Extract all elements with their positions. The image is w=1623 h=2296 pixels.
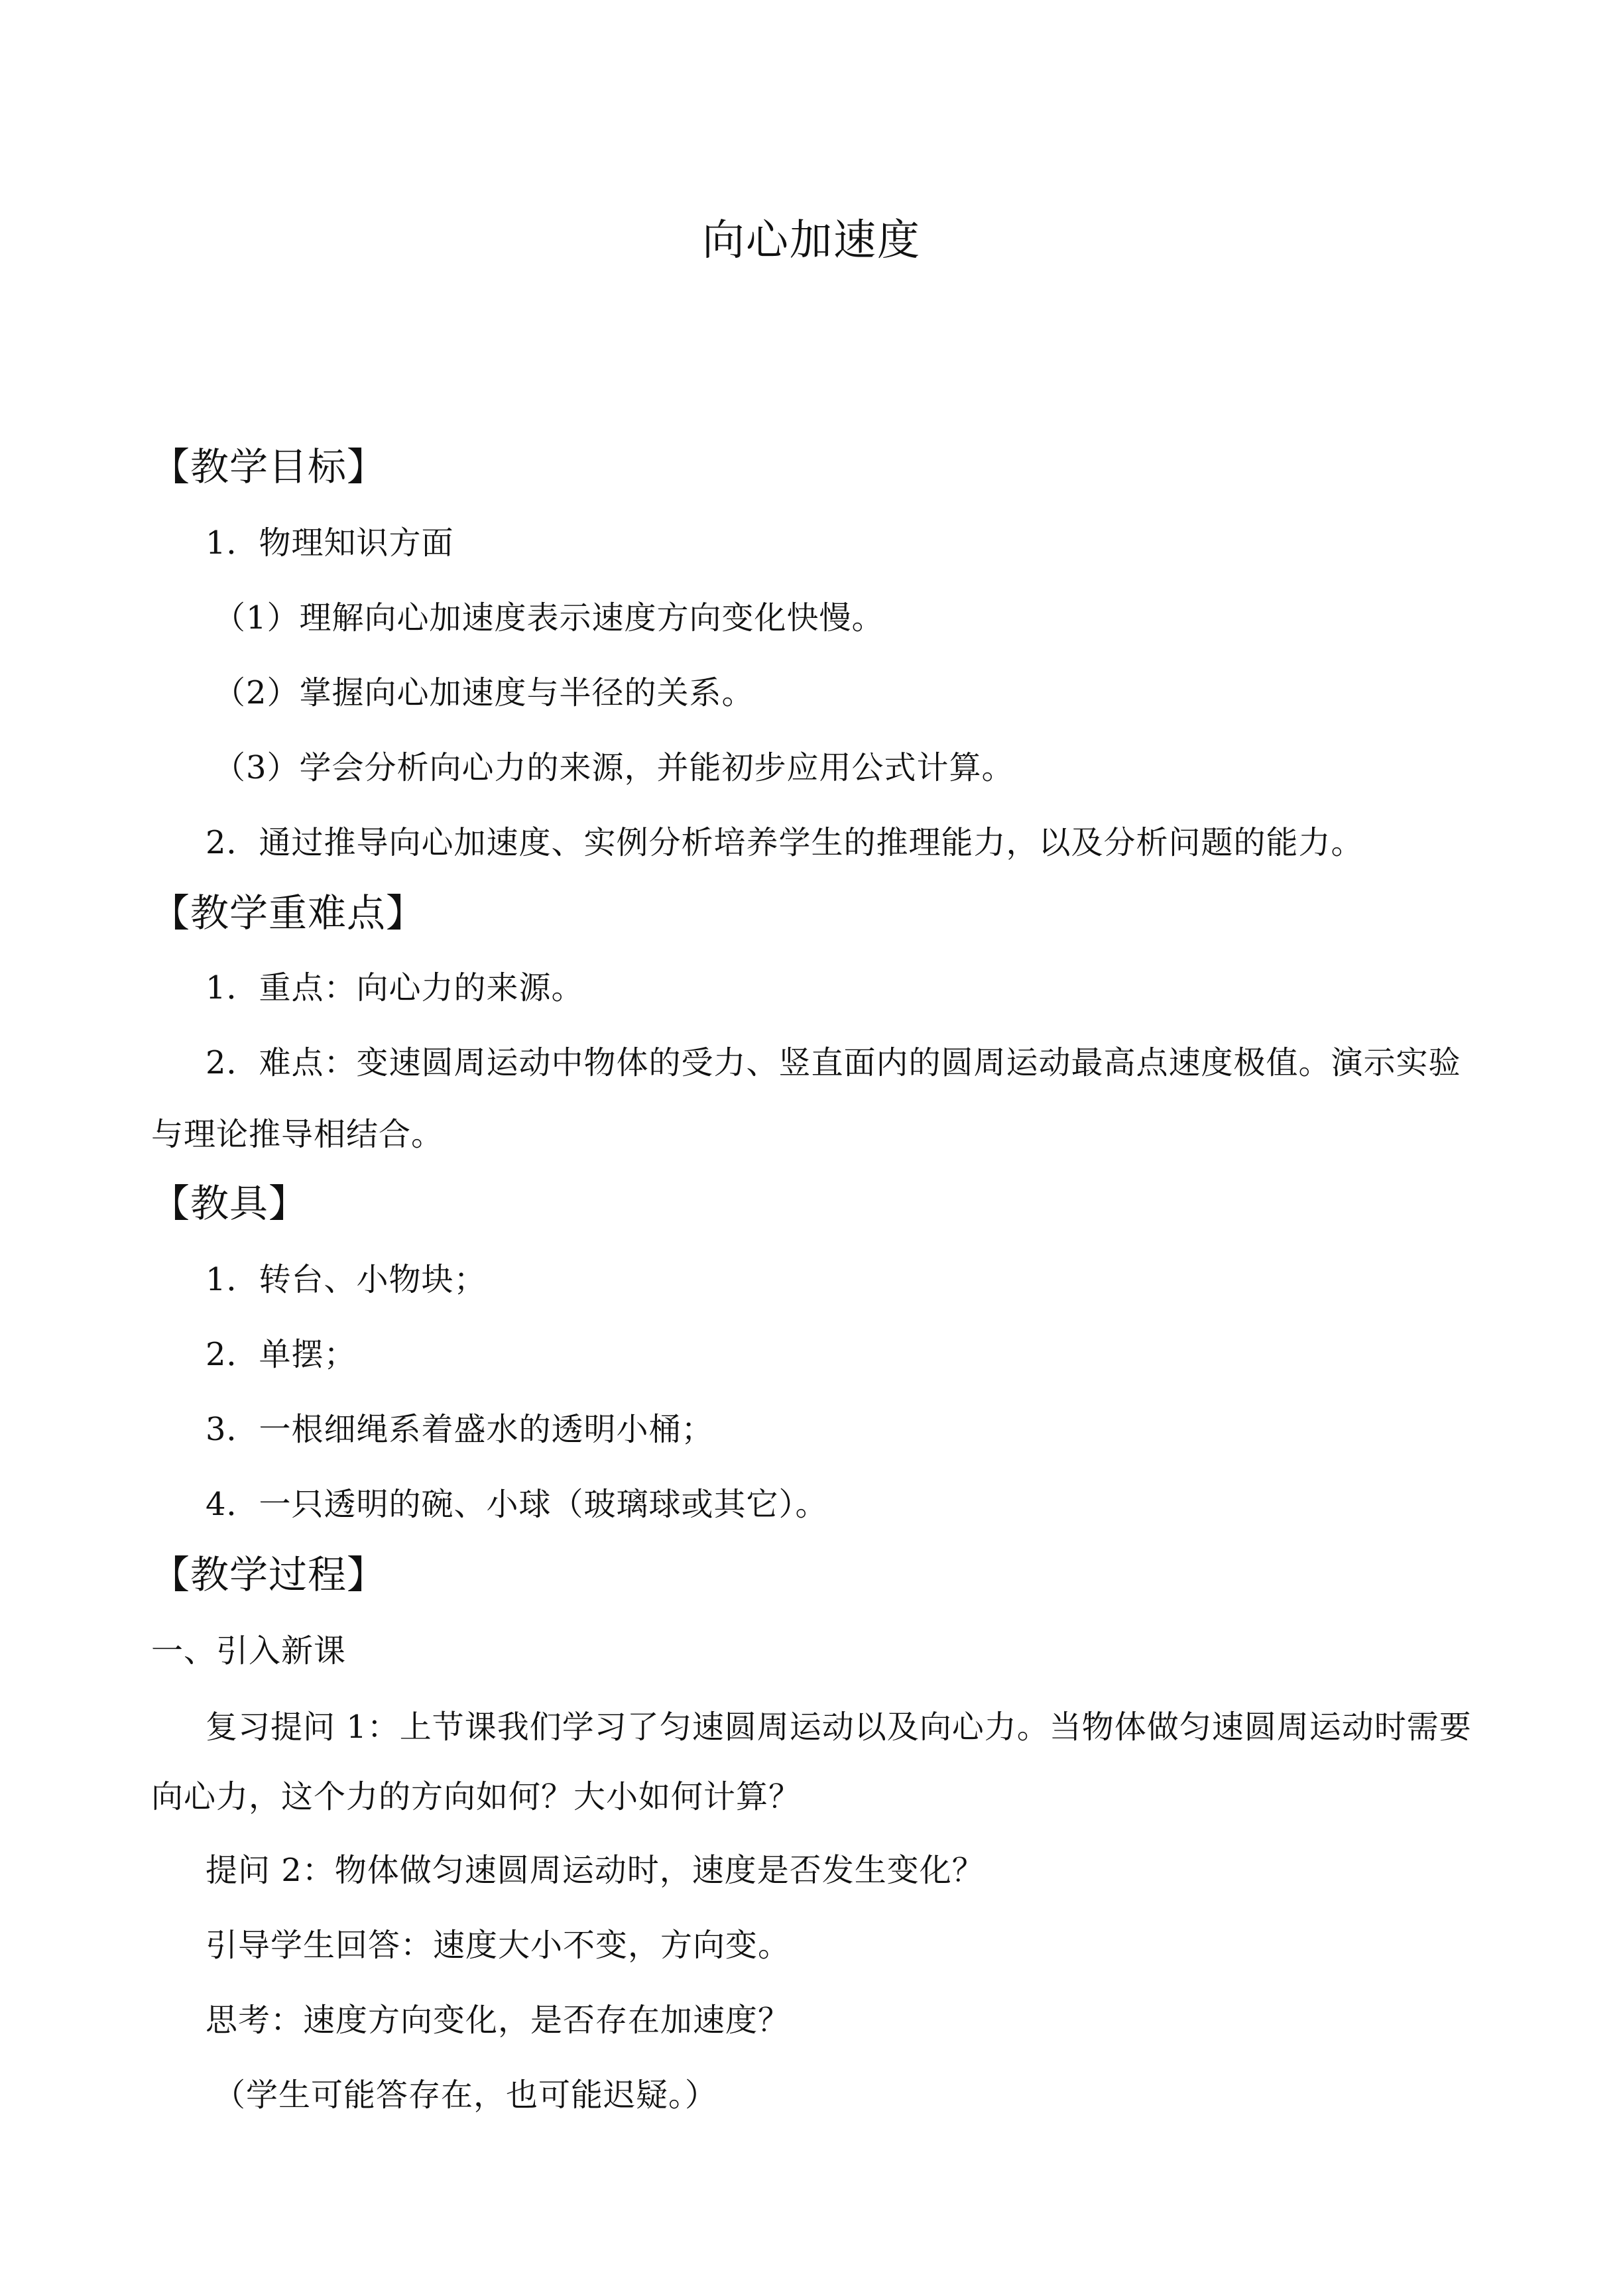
heading-teaching-objectives: 【教学目标】 (151, 444, 387, 489)
objective-item: （1）理解向心加速度表示速度方向变化快慢。 (213, 599, 884, 636)
objective-item: 2．通过推导向心加速度、实例分析培养学生的推理能力，以及分析问题的能力。 (206, 824, 1364, 861)
heading-teaching-process: 【教学过程】 (151, 1552, 387, 1597)
heading-key-points: 【教学重难点】 (151, 890, 426, 936)
process-item: 思考：速度方向变化，是否存在加速度？ (206, 2002, 791, 2039)
tool-item: 4．一只透明的碗、小球（玻璃球或其它）。 (206, 1486, 828, 1523)
document-title: 向心加速度 (702, 216, 921, 265)
tool-item: 2．单摆； (206, 1336, 357, 1373)
process-item-continuation: 向心力，这个力的方向如何？大小如何计算？ (151, 1778, 802, 1815)
objective-item: （3）学会分析向心力的来源，并能初步应用公式计算。 (213, 749, 1014, 786)
process-item: （学生可能答存在，也可能迟疑。） (213, 2077, 718, 2114)
key-point-item: 2．难点：变速圆周运动中物体的受力、竖直面内的圆周运动最高点速度极值。演示实验 (206, 1044, 1461, 1081)
objective-item: 1．物理知识方面 (206, 524, 454, 562)
process-item: 复习提问 1：上节课我们学习了匀速圆周运动以及向心力。当物体做匀速圆周运动时需要 (206, 1709, 1472, 1746)
objective-item: （2）掌握向心加速度与半径的关系。 (213, 674, 754, 711)
process-item: 提问 2：物体做匀速圆周运动时，速度是否发生变化？ (206, 1852, 985, 1889)
section-title-intro: 一、引入新课 (151, 1632, 347, 1669)
heading-teaching-tools: 【教具】 (151, 1181, 308, 1226)
process-item: 引导学生回答：速度大小不变，方向变。 (206, 1927, 791, 1964)
tool-item: 1．转台、小物块； (206, 1261, 487, 1298)
key-point-item: 1．重点：向心力的来源。 (206, 969, 584, 1006)
tool-item: 3．一根细绳系着盛水的透明小桶； (206, 1411, 714, 1448)
key-point-item-continuation: 与理论推导相结合。 (151, 1116, 444, 1153)
